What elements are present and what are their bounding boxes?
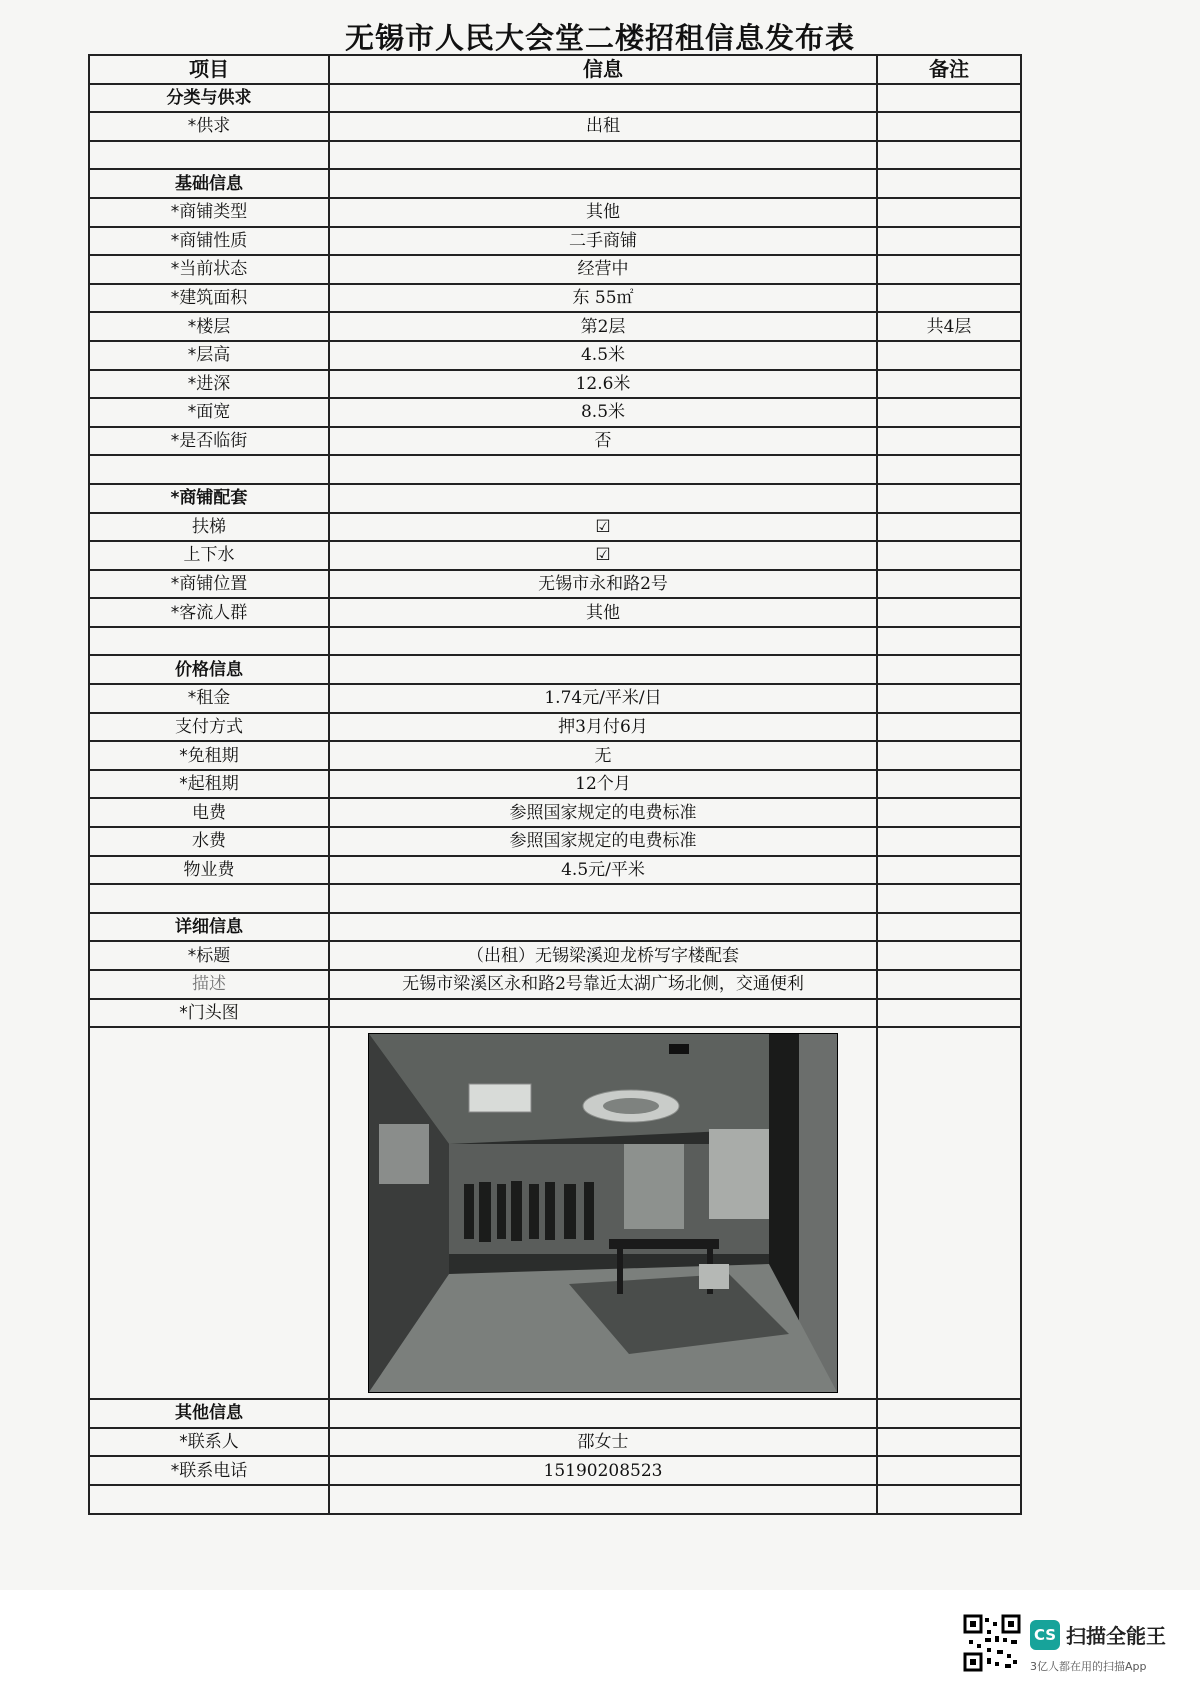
camscanner-logo-icon: CS: [1030, 1620, 1060, 1650]
row-note: [877, 427, 1021, 456]
row-note: [877, 455, 1021, 484]
qr-code-icon: [963, 1614, 1021, 1672]
row-value: 1.74元/平米/日: [329, 684, 877, 713]
row-note: [877, 1399, 1021, 1428]
row-value: 二手商铺: [329, 227, 877, 256]
row-label: 分类与供求: [89, 84, 329, 113]
table-row: [89, 484, 1021, 513]
row-label: *客流人群: [89, 598, 329, 627]
row-note: [877, 598, 1021, 627]
storefront-photo-image: [369, 1034, 837, 1392]
row-note: [877, 570, 1021, 599]
row-label: *建筑面积: [89, 284, 329, 313]
row-label: 电费: [89, 798, 329, 827]
row-value: [329, 84, 877, 113]
row-label: *当前状态: [89, 255, 329, 284]
row-note: [877, 541, 1021, 570]
table-row: [89, 541, 1021, 570]
row-value: 东 55㎡: [329, 284, 877, 313]
row-value: 参照国家规定的电费标准: [329, 798, 877, 827]
table-row: [89, 798, 1021, 827]
row-note: [877, 141, 1021, 170]
row-note: [877, 970, 1021, 999]
row-label: 水费: [89, 827, 329, 856]
camscanner-tagline: 3亿人都在用的扫描App: [1030, 1660, 1147, 1673]
page-title: 无锡市人民大会堂二楼招租信息发布表: [344, 21, 855, 55]
row-note: [877, 741, 1021, 770]
table-row: [89, 627, 1021, 656]
row-label: *供求: [89, 112, 329, 141]
row-value: 无锡市永和路2号: [329, 570, 877, 599]
table-row: [89, 1485, 1021, 1514]
row-note: [877, 1485, 1021, 1514]
table-row: [89, 713, 1021, 742]
row-note: [877, 913, 1021, 942]
row-value: 12.6米: [329, 370, 877, 399]
row-label: [89, 141, 329, 170]
row-note: [877, 1428, 1021, 1457]
row-value: [329, 455, 877, 484]
row-label: 价格信息: [89, 655, 329, 684]
row-value: 邵女士: [329, 1428, 877, 1457]
row-note: [877, 884, 1021, 913]
row-value-checkbox-cell: [329, 513, 877, 542]
contact-section: [89, 1399, 1021, 1513]
table-row: [89, 770, 1021, 799]
row-value: [329, 913, 877, 942]
table-row: [89, 999, 1021, 1028]
row-label: *商铺位置: [89, 570, 329, 599]
row-label: *商铺性质: [89, 227, 329, 256]
row-value: [329, 655, 877, 684]
row-value: [329, 999, 877, 1028]
row-label: *联系人: [89, 1428, 329, 1457]
table-row: [89, 370, 1021, 399]
row-label: 支付方式: [89, 713, 329, 742]
row-value: [329, 1485, 877, 1514]
row-value: 其他: [329, 198, 877, 227]
row-label: [89, 1485, 329, 1514]
row-label: [89, 627, 329, 656]
table-row: [89, 741, 1021, 770]
row-label: 基础信息: [89, 169, 329, 198]
checked-box-icon: ☑: [595, 516, 611, 537]
row-label: *联系电话: [89, 1456, 329, 1485]
row-label: *标题: [89, 941, 329, 970]
row-value: 15190208523: [329, 1456, 877, 1485]
row-note: [877, 941, 1021, 970]
table-row: [89, 513, 1021, 542]
row-value: 出租: [329, 112, 877, 141]
row-note: [877, 398, 1021, 427]
row-note: [877, 370, 1021, 399]
row-note: [877, 827, 1021, 856]
row-label: 扶梯: [89, 513, 329, 542]
row-label: *进深: [89, 370, 329, 399]
table-row: [89, 913, 1021, 942]
row-note: [877, 627, 1021, 656]
row-label: *楼层: [89, 312, 329, 341]
row-value: 第2层: [329, 312, 877, 341]
table-row: [89, 112, 1021, 141]
row-note: [877, 84, 1021, 113]
header-info: 信息: [329, 55, 877, 84]
table-row: [89, 284, 1021, 313]
table-row: [89, 312, 1021, 341]
table-row: [89, 655, 1021, 684]
image-row-label-cell: [89, 1027, 329, 1399]
row-note: 共4层: [877, 312, 1021, 341]
row-label: [89, 455, 329, 484]
row-value: 无锡市梁溪区永和路2号靠近太湖广场北侧，交通便利: [329, 970, 877, 999]
row-label: *起租期: [89, 770, 329, 799]
row-label: *免租期: [89, 741, 329, 770]
row-value: 4.5元/平米: [329, 856, 877, 885]
row-note: [877, 198, 1021, 227]
row-value: [329, 627, 877, 656]
row-value: 12个月: [329, 770, 877, 799]
checked-box-icon: ☑: [595, 545, 611, 566]
table-row: [89, 884, 1021, 913]
row-note: [877, 856, 1021, 885]
table-row: [89, 398, 1021, 427]
row-value: 押3月付6月: [329, 713, 877, 742]
row-label: *层高: [89, 341, 329, 370]
row-value: 4.5米: [329, 341, 877, 370]
row-label: *面宽: [89, 398, 329, 427]
row-label: *是否临街: [89, 427, 329, 456]
table-row: [89, 598, 1021, 627]
table-row: [89, 455, 1021, 484]
row-note: [877, 713, 1021, 742]
row-note: [877, 684, 1021, 713]
table-row: [89, 1456, 1021, 1485]
row-label: *商铺类型: [89, 198, 329, 227]
table-row: [89, 141, 1021, 170]
table-row: [89, 341, 1021, 370]
header-note: 备注: [877, 55, 1021, 84]
camscanner-name: 扫描全能王: [1066, 1624, 1166, 1648]
table-row: [89, 827, 1021, 856]
row-note: [877, 341, 1021, 370]
row-label: 详细信息: [89, 913, 329, 942]
row-value: 其他: [329, 598, 877, 627]
row-value: 否: [329, 427, 877, 456]
row-note: [877, 655, 1021, 684]
row-label: [89, 884, 329, 913]
row-note: [877, 255, 1021, 284]
row-value: 参照国家规定的电费标准: [329, 827, 877, 856]
table-row: [89, 570, 1021, 599]
row-label: *门头图: [89, 999, 329, 1028]
row-value: 8.5米: [329, 398, 877, 427]
storefront-image-row: [89, 1027, 1021, 1399]
table-row: [89, 941, 1021, 970]
row-note: [877, 770, 1021, 799]
rental-info-table: [88, 54, 1022, 1515]
row-value: （出租）无锡梁溪迎龙桥写字楼配套: [329, 941, 877, 970]
row-value: [329, 484, 877, 513]
table-row: [89, 970, 1021, 999]
row-note: [877, 284, 1021, 313]
row-label: 上下水: [89, 541, 329, 570]
row-note: [877, 798, 1021, 827]
image-row-value-cell: [329, 1027, 877, 1399]
table-body: [89, 84, 1021, 1028]
table-row: [89, 427, 1021, 456]
storefront-photo: [368, 1033, 838, 1393]
table-row: [89, 198, 1021, 227]
table-row: [89, 1428, 1021, 1457]
table-row: [89, 684, 1021, 713]
image-row-note-cell: [877, 1027, 1021, 1399]
table-row: [89, 1399, 1021, 1428]
row-label: 物业费: [89, 856, 329, 885]
row-label: 其他信息: [89, 1399, 329, 1428]
table-row: [89, 169, 1021, 198]
table-row: [89, 227, 1021, 256]
row-note: [877, 169, 1021, 198]
row-value: [329, 1399, 877, 1428]
row-value: 无: [329, 741, 877, 770]
row-note: [877, 227, 1021, 256]
table-row: [89, 856, 1021, 885]
row-note: [877, 484, 1021, 513]
row-note: [877, 112, 1021, 141]
row-label: *商铺配套: [89, 484, 329, 513]
header-item: 项目: [89, 55, 329, 84]
row-note: [877, 513, 1021, 542]
row-value-checkbox-cell: [329, 541, 877, 570]
row-note: [877, 1456, 1021, 1485]
row-label: *租金: [89, 684, 329, 713]
table-row: [89, 84, 1021, 113]
row-value: [329, 169, 877, 198]
row-value: [329, 141, 877, 170]
table-header-row: [89, 55, 1021, 84]
table-row: [89, 255, 1021, 284]
row-value: 经营中: [329, 255, 877, 284]
row-label: 描述: [89, 970, 329, 999]
row-value: [329, 884, 877, 913]
row-note: [877, 999, 1021, 1028]
image-section: [89, 1027, 1021, 1399]
